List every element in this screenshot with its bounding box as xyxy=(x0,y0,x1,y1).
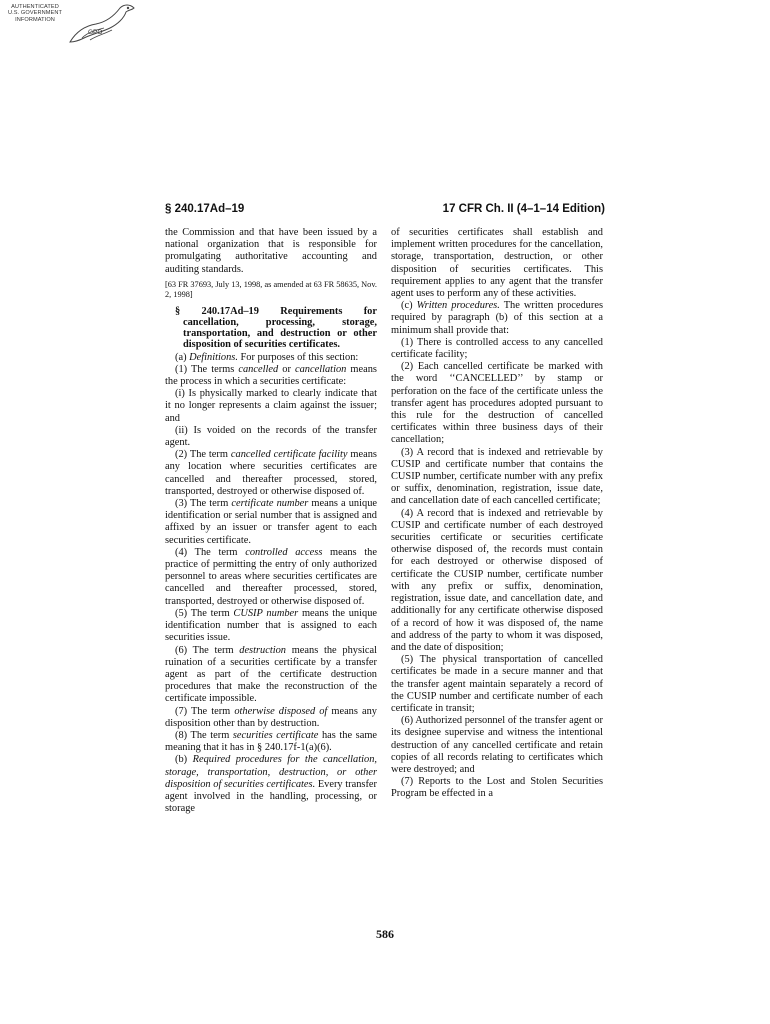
procedure-7: (7) Reports to the Lost and Stolen Securities Program be effected in a xyxy=(391,776,603,800)
term-required-procedures: Required procedures for the cancellation, storage, transportation, destruction, or other disposition of securities certificates. xyxy=(165,754,377,790)
term-cancelled-certificate-facility: cancelled certificate facility xyxy=(230,449,348,461)
term-securities-certificate: securities certificate xyxy=(232,729,319,741)
paragraph-c: (c) Written procedures. The written procedures required by paragraph (b) of this section at a minimum shall provide that: xyxy=(391,300,603,336)
procedure-5: (5) The physical transportation of cancelled certificates be made in a secure manner and that the transfer agent maintain separately a record of the CUSIP number and certificate number of each certificate in transit; xyxy=(391,654,603,714)
page-number: 586 xyxy=(376,927,394,941)
term-definitions: Definitions. xyxy=(189,351,238,363)
definition-4: (4) The term controlled access means the practice of permitting the entry of only authorized personnel to areas where securities certificates are cancelled and thereafter processed, stored, transported, destroyed or otherwise disposed of. xyxy=(165,546,377,607)
eagle-seal-icon xyxy=(62,2,144,48)
term-otherwise-disposed-of: otherwise disposed of xyxy=(234,705,328,717)
procedure-1: (1) There is controlled access to any cancelled certificate facility; xyxy=(391,336,603,361)
seal-line-3: INFORMATION xyxy=(15,16,55,23)
procedure-6: (6) Authorized personnel of the transfer agent or its designee supervise and witness the intentional destruction of any cancelled certificate and retain copies of all records relating to certificates which were destroyed; and xyxy=(391,715,603,775)
gpo-authentication-seal xyxy=(2,2,148,48)
term-cancellation: cancellation xyxy=(294,363,347,375)
term-controlled-access: controlled access xyxy=(245,546,323,558)
definition-6: (6) The term destruction means the physical ruination of a securities certificate by a transfer agent as part of the certificate destruction procedures that make the reconstruction of the certificate impossible. xyxy=(165,644,377,705)
left-column xyxy=(165,227,377,815)
seal-line-2: U.S. GOVERNMENT xyxy=(7,10,63,17)
source-citation: [63 FR 37693, July 13, 1998, as amended at 63 FR 58635, Nov. 2, 1998] xyxy=(165,279,377,299)
seal-gpo-label: GPO xyxy=(88,29,103,36)
term-written-procedures: Written procedures. xyxy=(416,300,500,312)
procedure-4: (4) A record that is indexed and retrievable by CUSIP and certificate number of each destroyed securities certificate or securities certificate otherwise disposed of, the records must contain for each destroyed or otherwise disposed of certificate the CUSIP number, certificate number with any prefix or suffix, denomination, registration, issue date, and cancellation date, and additionally for any certificate otherwise disposed of a record of how it was disposed of, the name and address of the party to whom it was disposed, and the date of disposition; xyxy=(391,507,603,653)
continued-paragraph: the Commission and that have been issued by a national organization that is responsible for promulgating authoritative accounting and auditing standards. xyxy=(165,227,377,275)
term-cusip-number: CUSIP number xyxy=(233,607,299,619)
seal-line-1: AUTHENTICATED xyxy=(11,4,59,10)
definition-1: (1) The terms cancelled or cancellation means the process in which a securities certificate: xyxy=(165,363,377,388)
paragraph-b: (b) Required procedures for the cancellation, storage, transportation, destruction, or other disposition of securities certificates. Every transfer agent involved in the handling, processing, or storage xyxy=(165,754,377,815)
definition-8: (8) The term securities certificate has the same meaning that it has in § 240.17f-1(a)(6). xyxy=(165,729,378,754)
term-certificate-number: certificate number xyxy=(231,498,309,510)
section-number: § 240.17Ad–19 xyxy=(165,203,245,215)
running-head xyxy=(165,203,605,219)
title-edition: 17 CFR Ch. II (4–1–14 Edition) xyxy=(442,203,605,215)
definition-1-i: (i) Is physically marked to clearly indicate that it no longer represents a claim against the issuer; and xyxy=(165,388,377,424)
procedure-3: (3) A record that is indexed and retrievable by CUSIP and certificate number that contains the CUSIP number, certificate number with any prefix or suffix, denomination, registration, issue date, and cancellation date of each cancelled certificate; xyxy=(391,446,603,507)
procedure-2: (2) Each cancelled certificate be marked with the word ‘‘CANCELLED’’ by stamp or perforation on the face of the certificate unless the transfer agent has procedures adopted pursuant to this rule for the destruction of cancelled certificates within three business days of their cancellation; xyxy=(391,361,603,446)
definition-1-ii: (ii) Is voided on the records of the transfer agent. xyxy=(165,424,377,449)
term-cancelled: cancelled xyxy=(238,363,279,375)
definition-7: (7) The term otherwise disposed of means any disposition other than by destruction. xyxy=(165,705,377,729)
definition-2: (2) The term cancelled certificate facility means any location where securities certificates are cancelled and thereafter processed, stored, transported, destroyed or otherwise disposed of. xyxy=(165,449,377,497)
definition-3: (3) The term certificate number means a unique identification or serial number that is assigned and affixed by an issuer or transfer agent to each securities certificate. xyxy=(165,498,378,546)
definition-5: (5) The term CUSIP number means the unique identification number that is assigned to each securities issue. xyxy=(165,607,378,644)
continued-paragraph-b: of securities certificates shall establish and implement written procedures for the cancellation, storage, transportation, destruction, or other disposition of securities certificates. This requirement applies to any agent that the transfer agent uses to perform any of these activities. xyxy=(391,227,603,300)
right-column xyxy=(391,227,603,801)
section-heading: § 240.17Ad–19 Requirements for cancellation, processing, storage, transportation, and destruction or other disposition of securities certificates. xyxy=(175,305,377,351)
paragraph-a: (a) Definitions. For purposes of this section: xyxy=(175,351,359,363)
seal-text xyxy=(2,4,68,23)
term-destruction: destruction xyxy=(239,644,287,656)
